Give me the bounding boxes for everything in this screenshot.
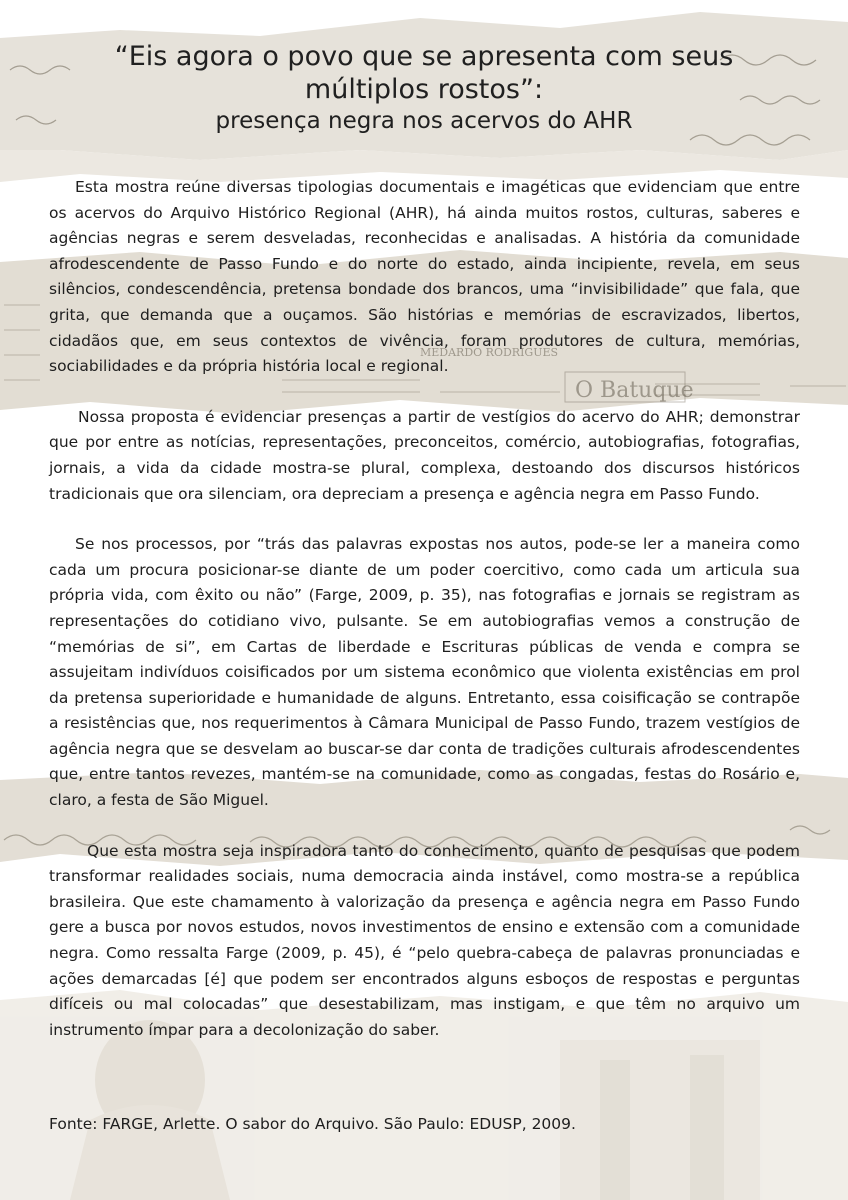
newspaper-heading-batuque: O Batuque <box>575 378 694 403</box>
source-citation: Fonte: FARGE, Arlette. O sabor do Arquivo. São Paulo: EDUSP, 2009. <box>49 1115 576 1133</box>
paragraph-intro: Esta mostra reúne diversas tipologias documentais e imagéticas que evidenciam que entre os acervos do Arquivo Histórico Regional (AHR), há ainda muitos rostos, culturas, saberes e agências negras e serem desveladas, reconhecidas e analisadas. A história da comunidade afrodescendente de Passo Fundo e do norte do estado, ainda incipiente, revela, em seus silêncios, condescendência, pretensa bondade dos brancos, uma “invisibilidade” que fala, que grita, que demanda que a ouçamos. São histórias e memórias de escravizados, libertos, cidadãos que, em seus contextos de vivência, foram produtores de cultura, memórias, sociabilidades e da própria história local e regional. <box>49 178 800 376</box>
body-text <box>49 175 800 1068</box>
page-subtitle: presença negra nos acervos do AHR <box>215 108 633 134</box>
paragraph-processes: Se nos processos, por “trás das palavras expostas nos autos, pode-se ler a maneira como cada um procura posicionar-se diante de um poder coercitivo, como cada um articula sua própria vida, com êxito ou não” (Farge, 2009, p. 35), nas fotografias e jornais se registram as representações do cotidiano vivo, pulsante. Se em autobiografias vemos a construção de “memórias de si”, em Cartas de liberdade e Escrituras públicas de venda e compra se assujeitam indivíduos coisificados por um sistema econômico que violenta existências em prol da pretensa superioridade e humanidade de alguns. Entretanto, essa coisificação se contrapõe a resistências que, nos requerimentos à Câmara Municipal de Passo Fundo, trazem vestígios de agência negra que se desvelam ao buscar-se dar conta de tradições culturais afrodescendentes que, entre tantos revezes, mantém-se na comunidade, como as congadas, festas do Rosário e, claro, a festa de São Miguel. <box>49 535 800 810</box>
paragraph-proposal: Nossa proposta é evidenciar presenças a partir de vestígios do acervo do AHR; demonstrar que por entre as notícias, representações, preconceitos, comércio, autobiografias, fotografias, jornais, a vida da cidade mostra-se plural, complexa, destoando dos discursos históricos tradicionais que ora silenciam, ora depreciam a presença e agência negra em Passo Fundo. <box>49 407 800 503</box>
title-line-2: múltiplos rostos”: <box>304 74 544 105</box>
page-title <box>40 40 808 106</box>
newspaper-heading-medardo: MEDARDO RODRIGUES <box>420 346 559 359</box>
paragraph-conclusion: Que esta mostra seja inspiradora tanto do conhecimento, quanto de pesquisas que podem transformar realidades sociais, numa democracia ainda instável, como mostra-se a república brasileira. Que este chamamento à valorização da presença e agência negra em Passo Fundo gere a busca por novos estudos, novos investimentos de ensino e extensão com a comunidade negra. Como ressalta Farge (2009, p. 45), é “pelo quebra-cabeça de palavras pronunciadas e ações demarcadas [é] que podem ser encontrados alguns esboços de respostas e perguntas difíceis ou mal colocadas” que desestabilizam, mas instigam, e que têm no arquivo um instrumento ímpar para a decolonização do saber. <box>49 841 800 1039</box>
title-line-1: “Eis agora o povo que se apresenta com seus <box>114 41 734 72</box>
title-block <box>40 40 808 136</box>
